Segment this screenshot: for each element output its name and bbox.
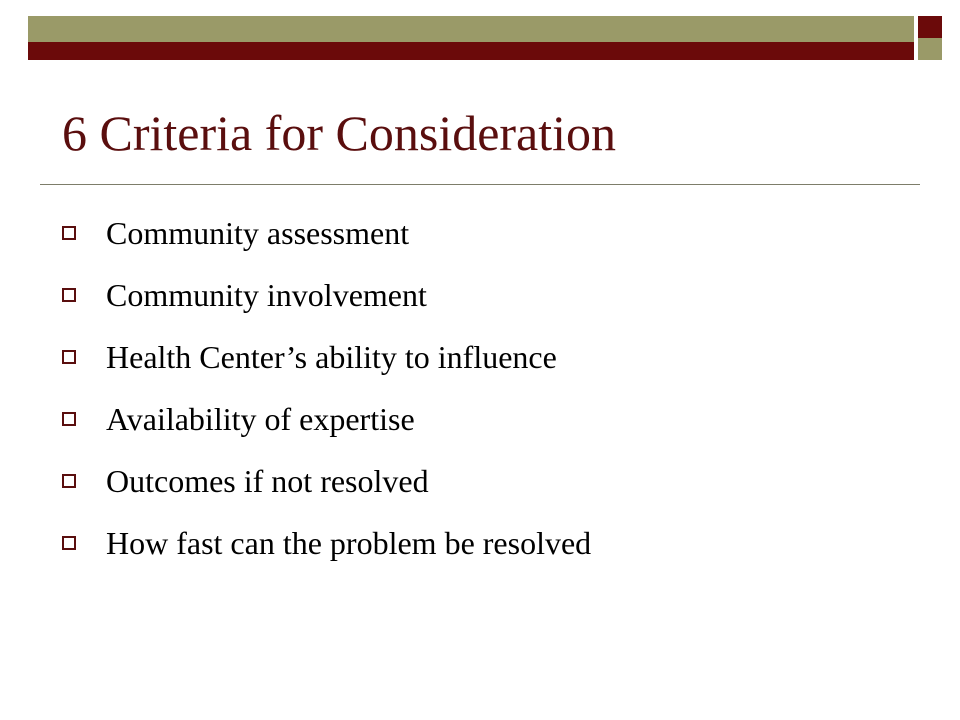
- bullet-text: How fast can the problem be resolved: [106, 524, 592, 561]
- bullet-item: [62, 450, 591, 512]
- bullet-list: [62, 202, 591, 574]
- bullet-item: [62, 512, 591, 574]
- slide-title: 6 Criteria for Consideration: [62, 105, 617, 161]
- header-band-olive-stripe: [28, 16, 914, 42]
- bullet-text: Outcomes if not resolved: [106, 462, 429, 499]
- hollow-square-bullet-icon: [62, 412, 76, 426]
- bullet-item: [62, 202, 591, 264]
- bullet-text: Community involvement: [106, 276, 427, 313]
- header-band-maroon-stripe: [28, 42, 914, 60]
- hollow-square-bullet-icon: [62, 350, 76, 364]
- corner-block-maroon: [918, 16, 942, 38]
- hollow-square-bullet-icon: [62, 536, 76, 550]
- bullet-text: Health Center’s ability to influence: [106, 338, 557, 375]
- title-divider: [40, 184, 920, 185]
- hollow-square-bullet-icon: [62, 226, 76, 240]
- corner-block-olive: [918, 38, 942, 60]
- bullet-text: Availability of expertise: [106, 400, 415, 437]
- hollow-square-bullet-icon: [62, 474, 76, 488]
- hollow-square-bullet-icon: [62, 288, 76, 302]
- header-band: [28, 16, 914, 60]
- bullet-text: Community assessment: [106, 214, 410, 251]
- bullet-item: [62, 326, 591, 388]
- bullet-item: [62, 264, 591, 326]
- bullet-item: [62, 388, 591, 450]
